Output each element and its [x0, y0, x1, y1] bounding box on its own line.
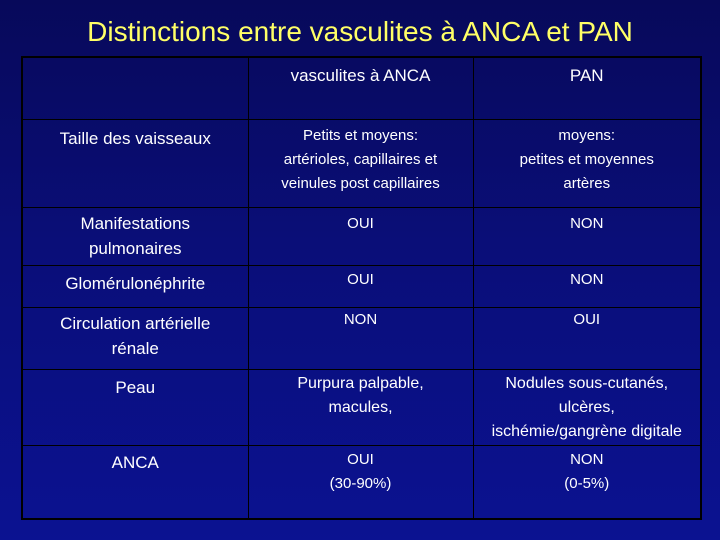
cell-anca-circulation: NON [248, 307, 473, 369]
table-row [22, 207, 701, 265]
table-row [22, 265, 701, 307]
row-label-circulation: Circulation artérielle rénale [22, 307, 248, 369]
row-label-anca: ANCA [22, 445, 248, 519]
table-row [22, 119, 701, 207]
row-label-peau: Peau [22, 369, 248, 445]
row-label-taille: Taille des vaisseaux [22, 119, 248, 207]
cell-anca-peau: Purpura palpable, macules, [248, 369, 473, 445]
row-label-glomerulonephrite: Glomérulonéphrite [22, 265, 248, 307]
comparison-table [21, 56, 702, 520]
row-label-pulmonaires: Manifestations pulmonaires [22, 207, 248, 265]
cell-pan-peau: Nodules sous-cutanés, ulcères, ischémie/gangrène digitale [473, 369, 701, 445]
cell-pan-taille: moyens: petites et moyennes artères [473, 119, 701, 207]
cell-anca-pulmonaires: OUI [248, 207, 473, 265]
table-row [22, 369, 701, 445]
cell-anca-anca: OUI (30-90%) [248, 445, 473, 519]
cell-anca-taille: Petits et moyens: artérioles, capillaires et veinules post capillaires [248, 119, 473, 207]
slide-title: Distinctions entre vasculites à ANCA et PAN [87, 16, 633, 47]
cell-anca-glomerulonephrite: OUI [248, 265, 473, 307]
cell-pan-glomerulonephrite: NON [473, 265, 701, 307]
cell-pan-pulmonaires: NON [473, 207, 701, 265]
header-pan: PAN [473, 57, 701, 119]
table-header-row [22, 57, 701, 119]
cell-pan-circulation: OUI [473, 307, 701, 369]
table-row [22, 445, 701, 519]
header-empty-cell [22, 57, 248, 119]
header-anca: vasculites à ANCA [248, 57, 473, 119]
cell-pan-anca: NON (0-5%) [473, 445, 701, 519]
table-row [22, 307, 701, 369]
